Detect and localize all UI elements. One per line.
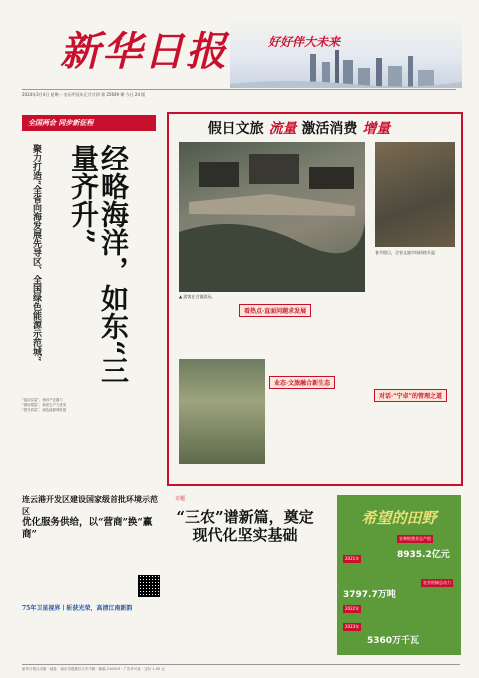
masthead-info: 2024年3月4日 星期一 农历甲辰年正月廿四 第 25649 期 今日 24 版 bbox=[22, 92, 146, 97]
bottom-left-story bbox=[22, 493, 162, 541]
photo-main-drawing bbox=[179, 142, 365, 292]
infographic-badge-1: 农林牧渔业总产值 bbox=[399, 536, 431, 541]
infographic-year-1: 2021年 bbox=[345, 556, 360, 561]
bottom-left-banner: 75年卫星视界丨斩获光荣，高清江南新韵 bbox=[22, 605, 133, 612]
feature-side-intro: 春节假日，全省文旅市场持续升温 bbox=[375, 250, 435, 255]
bottom-left-headline: 优化服务供给，以“营商”换“赢商” bbox=[22, 517, 153, 540]
feature-photo-main bbox=[179, 142, 365, 292]
feature-title-c: 激活消费 bbox=[301, 121, 358, 137]
section-tag: 全国两会 同步新征程 bbox=[22, 115, 156, 131]
infographic-num-3: 5360万千瓦 bbox=[367, 636, 420, 646]
lead-story bbox=[22, 140, 162, 485]
qr-code bbox=[138, 575, 160, 597]
masthead-rule bbox=[22, 89, 456, 90]
feature-title bbox=[169, 118, 429, 138]
feature-photo-small bbox=[179, 359, 265, 464]
feature-label-1: 看热点·直面问题求发展 bbox=[239, 304, 311, 317]
feature-photo-side bbox=[375, 142, 455, 247]
infographic-panel bbox=[337, 495, 461, 655]
bottom-mid-headline: “三农”谱新篇，奠定现代化坚实基础 bbox=[176, 508, 314, 544]
infographic-year-3: 2023年 bbox=[345, 624, 360, 629]
infographic-year-2: 2022年 bbox=[345, 606, 360, 611]
lead-section-3: “提升质量”，绿色能源城发展 bbox=[22, 408, 67, 412]
infographic-num-1: 8935.2亿元 bbox=[397, 550, 450, 560]
feature-title-a: 假日文旅 bbox=[207, 121, 264, 137]
feature-title-b: 流量 bbox=[268, 121, 297, 137]
masthead-logo: 新华日报 bbox=[60, 28, 228, 75]
lead-section-2: “做优增量”，新质生产力迸发 bbox=[22, 403, 67, 407]
masthead-slogan: 好好伴大未来 bbox=[268, 35, 341, 49]
feature-label-3: 对话·“宁卓”的管理之道 bbox=[374, 389, 447, 402]
feature-title-d: 增量 bbox=[362, 121, 391, 137]
infographic-num-2: 3797.7万吨 bbox=[343, 590, 396, 600]
lead-subhead: 聚力打造“全省向海发展先导区、全国绿色能源示范城” bbox=[31, 144, 41, 362]
infographic-title: 希望的田野 bbox=[361, 509, 437, 527]
feature-photo-caption: ▲ 游客在古镇游玩。 bbox=[179, 294, 216, 299]
feature-label-2: 业态·文旅融合新生态 bbox=[269, 376, 335, 389]
footer-rule bbox=[22, 664, 460, 665]
footer-text: 新华日报社出版 · 地址：南京市建邺区江东中路 · 邮编 210019 · 广告许可证 · 定价 1.50 元 bbox=[22, 667, 165, 671]
bottom-left-kicker: 连云港开发区建设国家级首批环境示范区 bbox=[22, 494, 158, 516]
left-column bbox=[22, 115, 156, 131]
lead-body bbox=[22, 398, 160, 413]
feature-box bbox=[167, 112, 463, 486]
bottom-mid-kicker: 专题 bbox=[175, 496, 186, 502]
lead-section-1: “盘活存量”，海洋产业蓄力 bbox=[22, 398, 63, 402]
lead-headline: 经略海洋，如东“三量齐升” bbox=[67, 144, 130, 385]
infographic-badge-2: 农业机械总动力 bbox=[423, 580, 451, 585]
masthead bbox=[0, 0, 479, 108]
masthead-banner bbox=[230, 15, 462, 88]
skyline-illustration bbox=[230, 48, 462, 88]
